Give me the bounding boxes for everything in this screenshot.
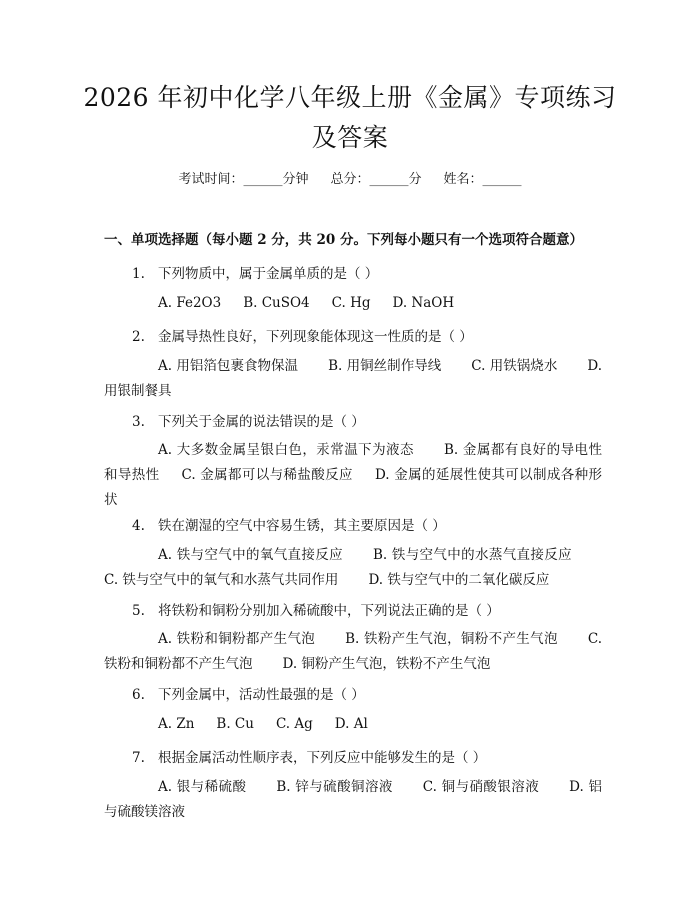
option-c: C. 铁与空气中的氧气和水蒸气共同作用 bbox=[104, 572, 339, 588]
question-number: 4. bbox=[132, 518, 145, 534]
question-4-options bbox=[104, 543, 602, 593]
question-7 bbox=[132, 746, 486, 766]
question-number: 6. bbox=[132, 687, 145, 703]
question-text: 金属导热性良好，下列现象能体现这一性质的是（ ） bbox=[158, 329, 473, 345]
question-number: 3. bbox=[132, 414, 145, 430]
question-number: 5. bbox=[132, 603, 145, 619]
question-number: 2. bbox=[132, 329, 145, 345]
total-score-field: 总分：______分 bbox=[330, 172, 422, 187]
option-d: D. 铝与硫酸镁溶液 bbox=[104, 779, 602, 820]
option-c: C. 金属都可以与稀盐酸反应 bbox=[181, 467, 353, 483]
question-text: 将铁粉和铜粉分别加入稀硫酸中，下列说法正确的是（ ） bbox=[158, 603, 500, 619]
option-a: A. Fe2O3 bbox=[158, 295, 222, 311]
option-c: C. Ag bbox=[275, 716, 313, 732]
question-number: 1. bbox=[132, 266, 145, 282]
question-2-options bbox=[104, 354, 602, 404]
option-c: C. 用铁锅烧水 bbox=[471, 358, 558, 374]
option-c: C. 铁粉和铜粉都不产生气泡 bbox=[104, 631, 602, 672]
option-b: B. 金属都有良好的导电性和导热性 bbox=[104, 442, 602, 483]
option-c: C. 铜与硝酸银溶液 bbox=[422, 779, 540, 795]
question-6 bbox=[132, 683, 365, 703]
question-6-options bbox=[104, 712, 602, 737]
option-b: B. 锌与硫酸铜溶液 bbox=[276, 779, 393, 795]
option-b: B. 用铜丝制作导线 bbox=[328, 358, 442, 374]
option-d: D. NaOH bbox=[392, 295, 455, 311]
exam-info-line bbox=[0, 168, 700, 187]
question-text: 下列物质中，属于金属单质的是（ ） bbox=[158, 266, 379, 282]
question-4 bbox=[132, 514, 446, 534]
option-b: B. CuSO4 bbox=[243, 295, 310, 311]
option-a: A. 大多数金属呈银白色，汞常温下为液态 bbox=[158, 442, 414, 458]
document-title: 2026 年初中化学八年级上册《金属》专项练习及答案 bbox=[83, 83, 617, 152]
option-d: D. Al bbox=[334, 716, 368, 732]
option-b: B. 铁与空气中的水蒸气直接反应 bbox=[372, 547, 572, 563]
question-text: 根据金属活动性顺序表，下列反应中能够发生的是（ ） bbox=[158, 750, 487, 766]
section-heading: 一、单项选择题（每小题 2 分，共 20 分。下列每小题只有一个选项符合题意） bbox=[104, 232, 583, 248]
question-text: 铁在潮湿的空气中容易生锈，其主要原因是（ ） bbox=[158, 518, 446, 534]
question-5-options bbox=[104, 627, 602, 677]
question-number: 7. bbox=[132, 750, 145, 766]
option-b: B. Cu bbox=[216, 716, 254, 732]
question-2 bbox=[132, 325, 473, 345]
question-3 bbox=[132, 410, 365, 430]
question-text: 下列金属中，活动性最强的是（ ） bbox=[158, 687, 365, 703]
question-7-options bbox=[104, 775, 602, 825]
option-a: A. 用铝箔包裹食物保温 bbox=[158, 358, 299, 374]
option-d: D. 用银制餐具 bbox=[104, 358, 602, 399]
exam-time-field: 考试时间：______分钟 bbox=[178, 172, 309, 187]
option-d: D. 铜粉产生气泡，铁粉不产生气泡 bbox=[282, 656, 491, 672]
question-3-options bbox=[104, 438, 602, 513]
option-b: B. 铁粉产生气泡，铜粉不产生气泡 bbox=[345, 631, 558, 647]
question-1 bbox=[132, 262, 378, 282]
option-a: A. 铁粉和铜粉都产生气泡 bbox=[158, 631, 316, 647]
option-a: A. 银与稀硫酸 bbox=[158, 779, 247, 795]
question-1-options bbox=[104, 291, 602, 316]
student-name-field: 姓名：______ bbox=[443, 172, 522, 187]
option-d: D. 金属的延展性使其可以制成各种形状 bbox=[104, 467, 602, 508]
option-a: A. Zn bbox=[158, 716, 195, 732]
option-d: D. 铁与空气中的二氧化碳反应 bbox=[368, 572, 550, 588]
option-a: A. 铁与空气中的氧气直接反应 bbox=[158, 547, 343, 563]
option-c: C. Hg bbox=[331, 295, 371, 311]
question-5 bbox=[132, 599, 500, 619]
question-text: 下列关于金属的说法错误的是（ ） bbox=[158, 414, 365, 430]
